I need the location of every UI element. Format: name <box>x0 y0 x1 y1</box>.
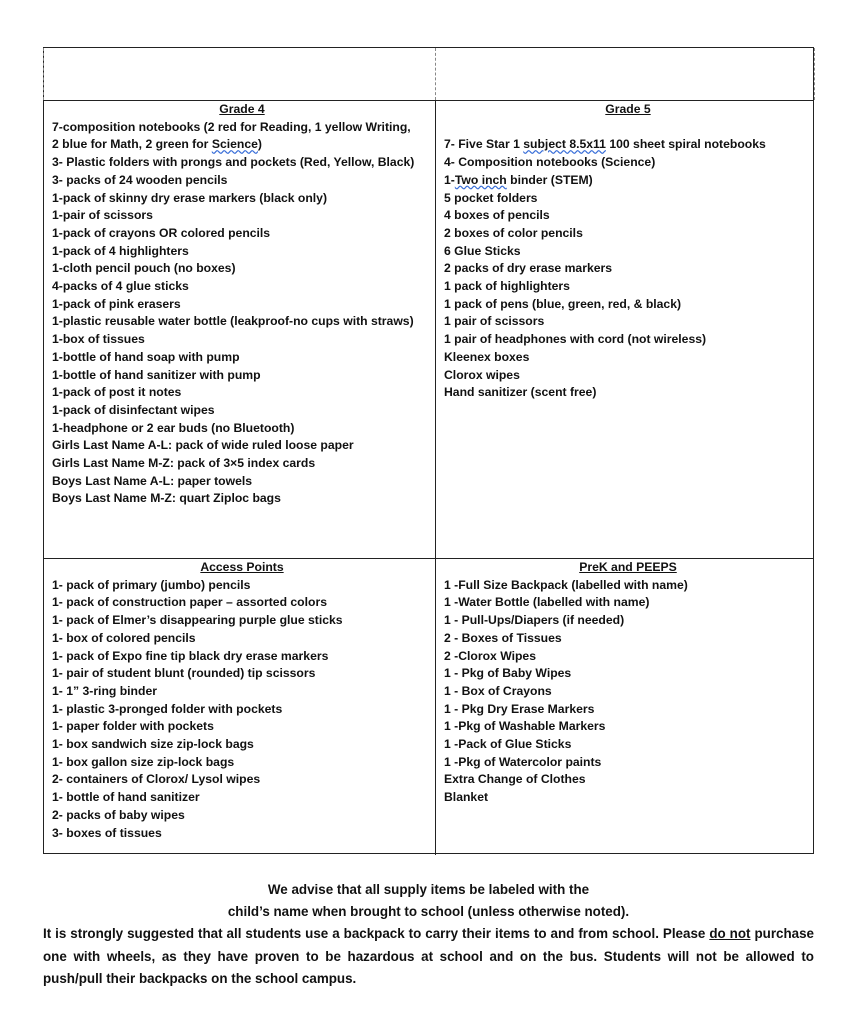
list-item: 1- pair of student blunt (rounded) tip scissors <box>52 666 316 681</box>
list-item: 7-composition notebooks (2 red for Reading, 1 yellow Writing, <box>52 119 411 134</box>
list-item: 1 - Pkg Dry Erase Markers <box>444 701 595 716</box>
supply-table <box>43 47 814 854</box>
footer-advice-line-2: child’s name when brought to school (unless otherwise noted). <box>227 904 630 920</box>
list-item <box>52 136 432 154</box>
list-item: 1- plastic 3-pronged folder with pockets <box>52 701 283 716</box>
list-item: 1 - Pull-Ups/Diapers (if needed) <box>444 613 625 628</box>
list-item: 1 -Pack of Glue Sticks <box>444 737 572 752</box>
table-top-left-dashed-border <box>43 48 44 100</box>
list-item: 3- boxes of tissues <box>52 825 162 840</box>
list-item: 1- box sandwich size zip-lock bags <box>52 737 254 752</box>
list-item-text: ) <box>257 137 262 152</box>
list-item: 2 - Boxes of Tissues <box>444 630 562 645</box>
table-column-divider <box>435 100 436 855</box>
emphasis-text: do not <box>709 926 751 942</box>
access-points-cell <box>52 559 432 842</box>
list-item: 1 pack of pens (blue, green, red, & black) <box>444 296 682 311</box>
list-item: 1-pack of post it notes <box>52 385 182 400</box>
list-item: 1-bottle of hand soap with pump <box>52 349 240 364</box>
list-item: 1-cloth pencil pouch (no boxes) <box>52 261 236 276</box>
list-item: 1- pack of Expo fine tip black dry erase markers <box>52 648 329 663</box>
grade4-cell <box>52 101 432 508</box>
list-item: 1- 1” 3-ring binder <box>52 683 157 698</box>
list-item: 1-pack of 4 highlighters <box>52 243 189 258</box>
grade5-heading: Grade 5 <box>605 102 651 116</box>
list-item: Boys Last Name M-Z: quart Ziploc bags <box>52 491 281 506</box>
list-item: 4 boxes of pencils <box>444 208 550 223</box>
list-item: Extra Change of Clothes <box>444 772 586 787</box>
list-item: 1- paper folder with pockets <box>52 719 214 734</box>
list-item: 6 Glue Sticks <box>444 243 521 258</box>
paragraph-text: It is strongly suggested that all students use a backpack to carry their items to and from school. Please <box>43 926 710 942</box>
list-item: 1 pair of scissors <box>444 314 545 329</box>
list-item: 1- box gallon size zip-lock bags <box>52 754 235 769</box>
list-item: Boys Last Name A-L: paper towels <box>52 473 253 488</box>
list-item: 1-pack of skinny dry erase markers (black only) <box>52 190 328 205</box>
grade4-heading: Grade 4 <box>219 102 265 116</box>
prek-list <box>444 577 812 807</box>
list-item: Kleenex boxes <box>444 349 530 364</box>
list-item: 1-pack of crayons OR colored pencils <box>52 225 271 240</box>
list-item-text: 1- <box>444 172 455 187</box>
footer-notes <box>43 879 814 990</box>
list-item: 1- pack of Elmer’s disappearing purple glue sticks <box>52 613 343 628</box>
list-item: 1- bottle of hand sanitizer <box>52 790 200 805</box>
table-top-divider <box>435 48 436 100</box>
list-item: 3- packs of 24 wooden pencils <box>52 172 228 187</box>
grade5-list <box>444 136 812 402</box>
list-item: Clorox wipes <box>444 367 520 382</box>
grade4-list <box>52 119 432 508</box>
list-item-text: binder (STEM) <box>506 172 593 187</box>
list-item <box>444 172 812 190</box>
list-item: Blanket <box>444 790 489 805</box>
list-item: Girls Last Name A-L: pack of wide ruled loose paper <box>52 438 354 453</box>
access-points-heading: Access Points <box>200 560 284 574</box>
table-top-right-dashed-border <box>814 48 815 100</box>
list-item: 2 -Clorox Wipes <box>444 648 536 663</box>
list-item: 4- Composition notebooks (Science) <box>444 155 656 170</box>
list-item: 1-bottle of hand sanitizer with pump <box>52 367 261 382</box>
list-item: 2- packs of baby wipes <box>52 807 185 822</box>
list-item: 4-packs of 4 glue sticks <box>52 279 189 294</box>
list-item: Girls Last Name M-Z: pack of 3×5 index cards <box>52 456 316 471</box>
list-item: 2- containers of Clorox/ Lysol wipes <box>52 772 261 787</box>
list-item: Hand sanitizer (scent free) <box>444 385 597 400</box>
list-item: 2 packs of dry erase markers <box>444 261 613 276</box>
list-item: 1 pair of headphones with cord (not wireless) <box>444 332 707 347</box>
list-item: 1-pack of pink erasers <box>52 296 181 311</box>
list-item: 1 -Pkg of Watercolor paints <box>444 754 602 769</box>
list-item: 1-pack of disinfectant wipes <box>52 402 215 417</box>
list-item-text: 2 blue for Math, 2 green for <box>52 137 212 152</box>
list-item: 1-plastic reusable water bottle (leakproof-no cups with straws) <box>52 314 414 329</box>
spellcheck-underlined-word: subject 8.5x11 <box>523 137 606 152</box>
list-item: 1-headphone or 2 ear buds (no Bluetooth) <box>52 420 295 435</box>
list-item: 3- Plastic folders with prongs and pockets (Red, Yellow, Black) <box>52 155 415 170</box>
spellcheck-underlined-word: Science <box>211 137 258 152</box>
paragraph-text: purchase one with wheels, as they have proven to be hazardous at school and on the bus. Students will not be allowed to push/pull their backpacks on the school campus. <box>43 926 814 986</box>
list-item <box>444 136 812 154</box>
prek-cell <box>444 559 812 807</box>
list-item: 1 - Pkg of Baby Wipes <box>444 666 572 681</box>
list-item: 1-pair of scissors <box>52 208 153 223</box>
list-item: 1 -Full Size Backpack (labelled with name) <box>444 577 688 592</box>
list-item: 2 boxes of color pencils <box>444 225 583 240</box>
prek-heading: PreK and PEEPS <box>579 560 677 574</box>
list-item: 1-box of tissues <box>52 332 145 347</box>
list-item: 5 pocket folders <box>444 190 538 205</box>
list-item: 1- box of colored pencils <box>52 630 196 645</box>
list-item: 1 -Water Bottle (labelled with name) <box>444 595 650 610</box>
footer-advice-line-1: We advise that all supply items be labeled with the <box>267 882 590 897</box>
list-item-text: 100 sheet spiral notebooks <box>605 137 766 152</box>
grade5-cell <box>444 101 812 402</box>
spellcheck-underlined-word: Two inch <box>454 172 507 187</box>
list-item: 1 pack of highlighters <box>444 279 570 294</box>
list-item: 1 - Box of Crayons <box>444 683 552 698</box>
list-item-text: 7- Five Star 1 <box>444 137 524 152</box>
list-item: 1 -Pkg of Washable Markers <box>444 719 606 734</box>
footer-backpack-paragraph <box>43 923 814 990</box>
access-points-list <box>52 577 432 843</box>
list-item: 1- pack of primary (jumbo) pencils <box>52 577 251 592</box>
list-item: 1- pack of construction paper – assorted colors <box>52 595 327 610</box>
